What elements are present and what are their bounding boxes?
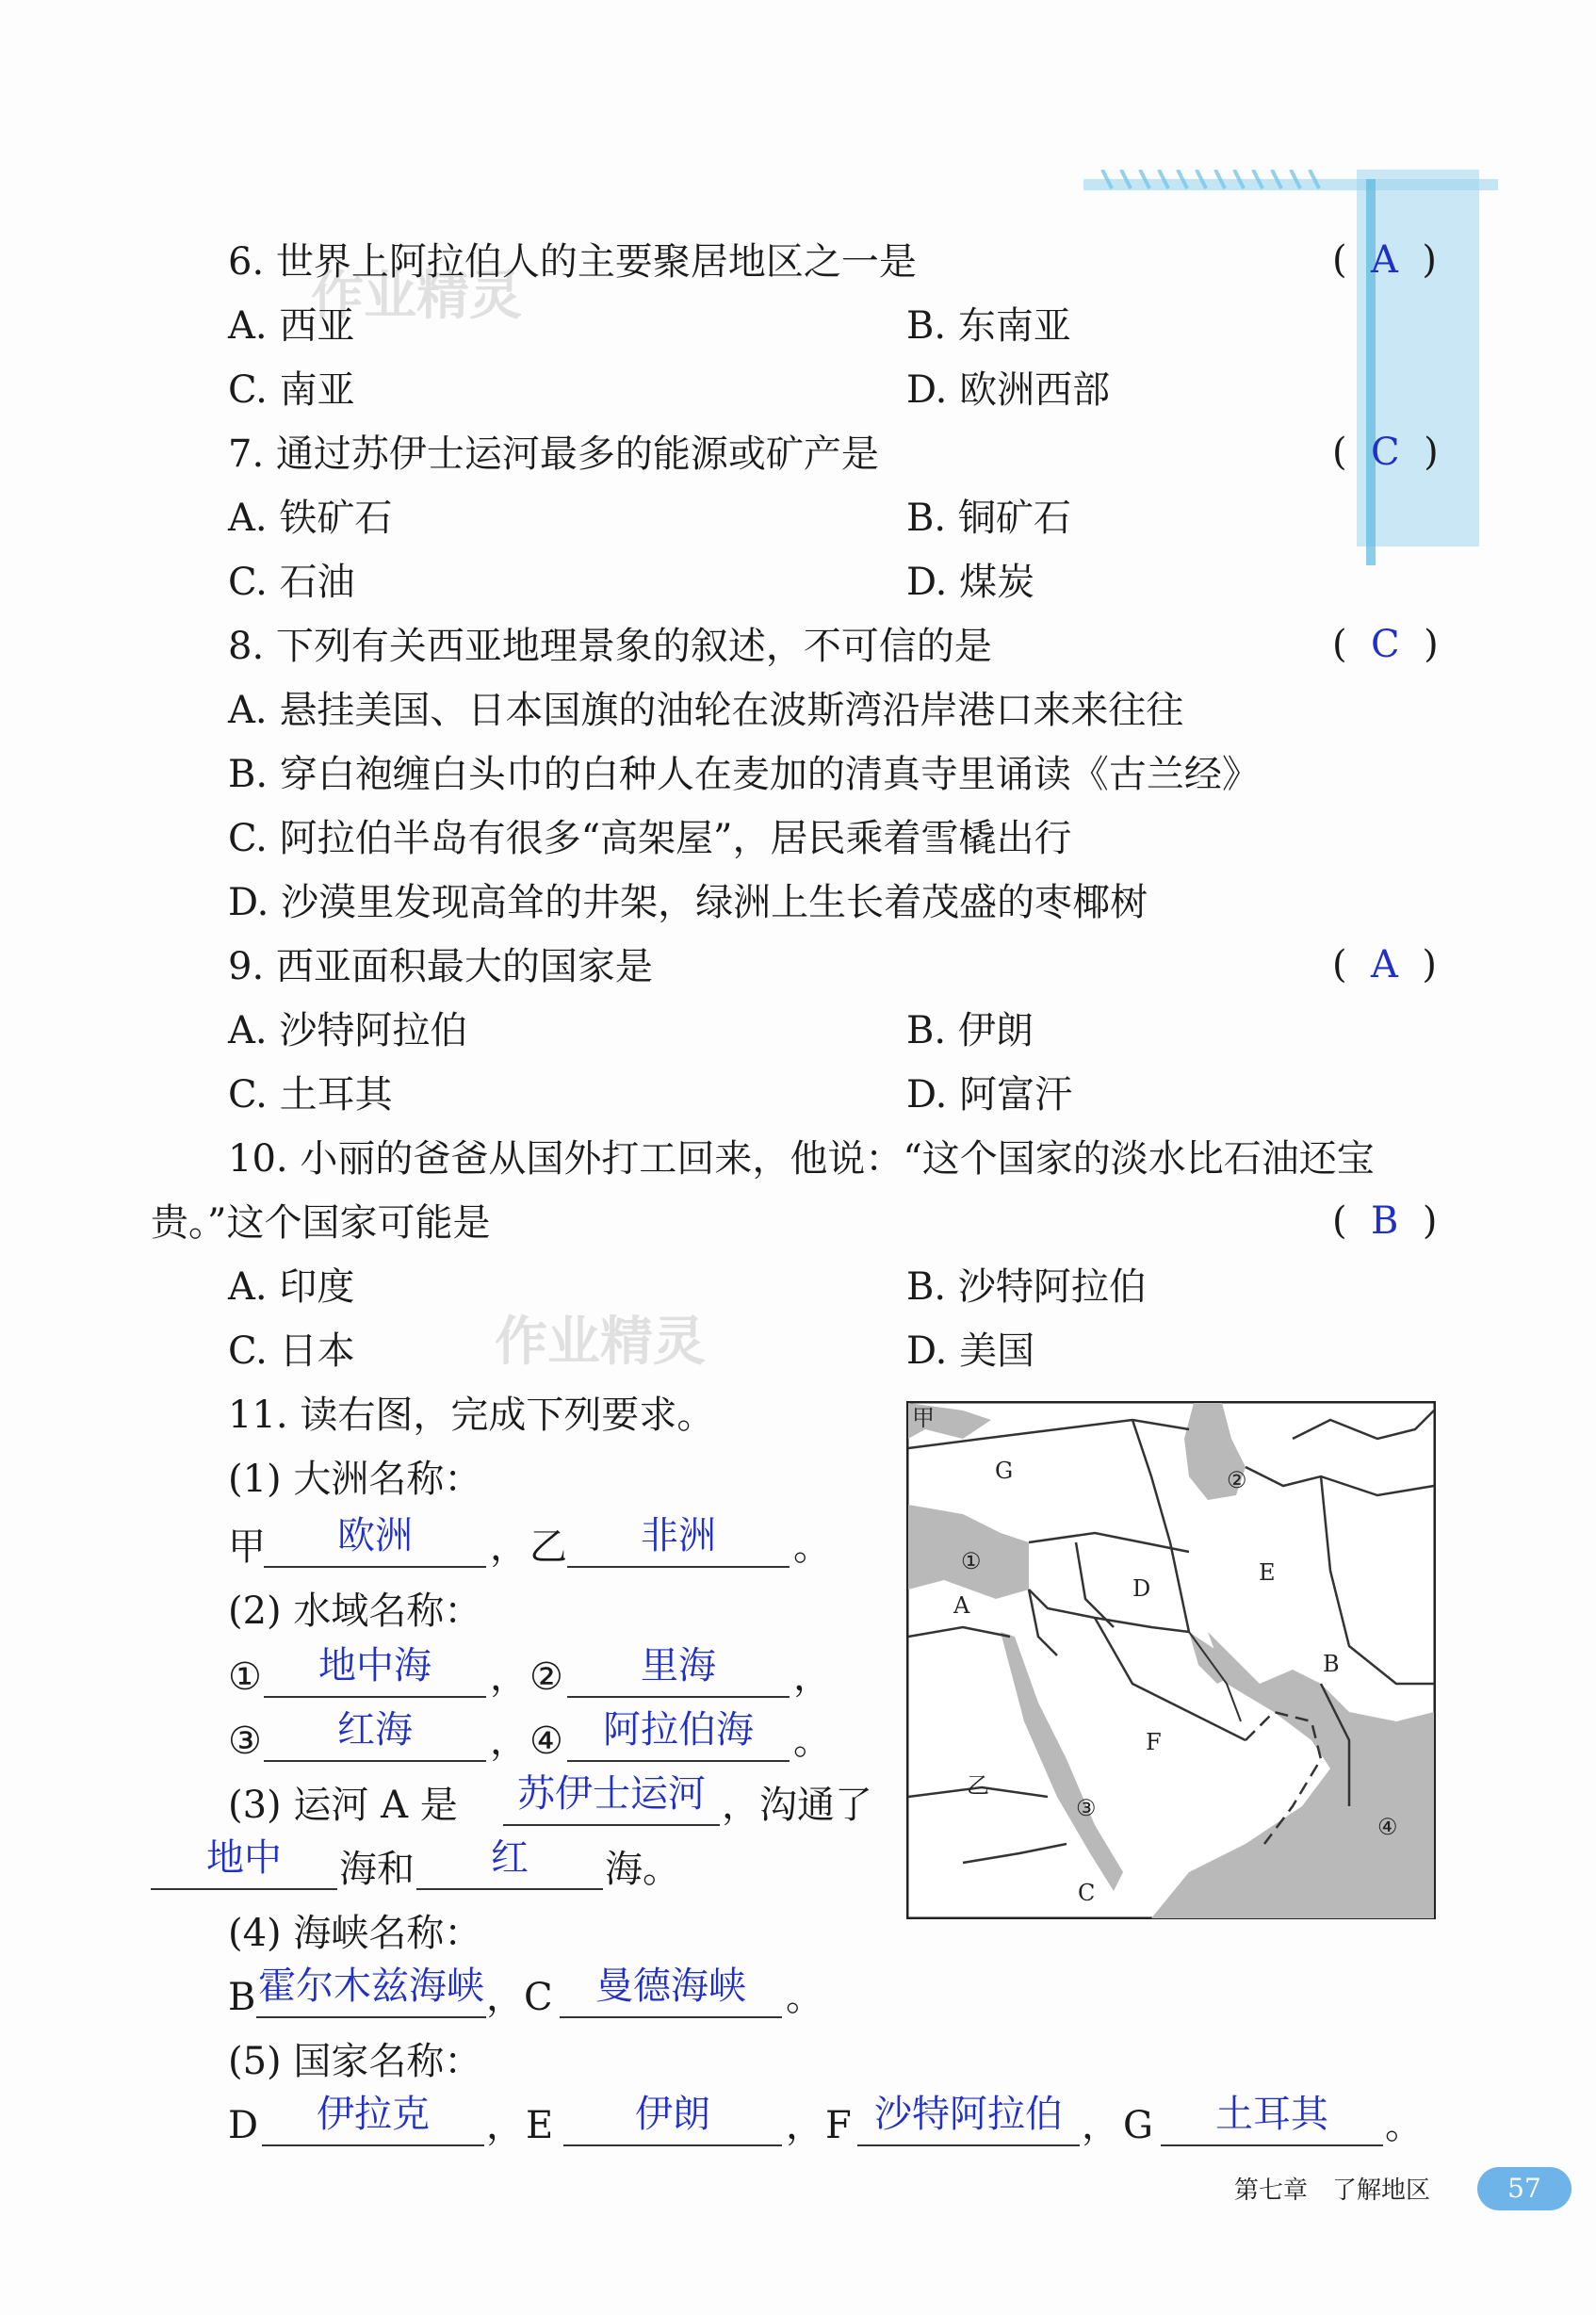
- blank-line: [264, 1566, 486, 1568]
- q11-w4: ④: [529, 1720, 563, 1763]
- blank-line: [857, 2144, 1080, 2146]
- comma: ，: [490, 1720, 528, 1763]
- q8-answer: C: [1371, 623, 1400, 666]
- q8-option-d: D. 沙漠里发现高耸的井架，绿洲上生长着茂盛的枣椰树: [228, 881, 1148, 924]
- period: 。: [786, 1976, 823, 2019]
- q8-option-b: B. 穿白袍缠白头巾的白种人在麦加的清真寺里诵读《古兰经》: [228, 753, 1260, 796]
- map-label-b: B: [1323, 1651, 1340, 1677]
- q8-answer-bracket: ( C ): [1332, 623, 1439, 666]
- corner-decoration: [1083, 170, 1507, 594]
- period: 。: [793, 1720, 831, 1763]
- blank-line: [256, 2016, 486, 2018]
- q10-option-c: C. 日本: [228, 1329, 355, 1373]
- q7-option-b: B. 铜矿石: [906, 497, 1071, 540]
- blank-line: [416, 1888, 603, 1890]
- map-label-e: E: [1259, 1559, 1276, 1586]
- q11-country-e: E: [526, 2104, 554, 2147]
- q11-part4-label: (4) 海峡名称：: [228, 1912, 482, 1955]
- q10-stem-line1: 10. 小丽的爸爸从国外打工回来，他说：“这个国家的淡水比石油还宝: [228, 1137, 1375, 1181]
- blank-line: [264, 1760, 486, 1762]
- map-label-jia: 甲: [912, 1405, 935, 1431]
- blank-line: [151, 1888, 337, 1890]
- map-label-a: A: [953, 1592, 970, 1619]
- q7-stem: 7. 通过苏伊士运河最多的能源或矿产是: [228, 432, 879, 476]
- comma: ，: [793, 1655, 831, 1699]
- q11-label-jia: 甲: [228, 1525, 266, 1569]
- q8-stem: 8. 下列有关西亚地理景象的叙述，不可信的是: [228, 625, 992, 668]
- comma: ，: [786, 2104, 823, 2147]
- blank-line: [1161, 2144, 1383, 2146]
- q9-option-b: B. 伊朗: [906, 1009, 1034, 1052]
- map-label-g: G: [995, 1458, 1014, 1484]
- q11-part1-label: (1) 大洲名称：: [228, 1458, 482, 1501]
- blank-line: [563, 2144, 782, 2146]
- q11-part3-text4: 海。: [605, 1848, 680, 1891]
- q6-answer-bracket: ( A ): [1332, 238, 1437, 282]
- map-label-c: C: [1078, 1880, 1096, 1906]
- blank-line: [567, 1760, 790, 1762]
- q11-part2-label: (2) 水域名称：: [228, 1590, 482, 1633]
- q11-w1: ①: [228, 1655, 262, 1699]
- q7-option-c: C. 石油: [228, 561, 355, 604]
- answer-red: 红: [491, 1836, 529, 1880]
- q8-option-a: A. 悬挂美国、日本国旗的油轮在波斯湾沿岸港口来来往往: [228, 689, 1184, 732]
- q10-option-b: B. 沙特阿拉伯: [906, 1265, 1147, 1309]
- q6-option-d: D. 欧洲西部: [906, 368, 1111, 412]
- blank-line: [567, 1696, 790, 1698]
- q9-option-c: C. 土耳其: [228, 1073, 393, 1117]
- comma: ，: [486, 1976, 524, 2019]
- comma: ，: [1082, 2104, 1119, 2147]
- answer-saudi-arabia: 沙特阿拉伯: [874, 2093, 1063, 2136]
- q11-part3-text3: 海和: [339, 1848, 415, 1891]
- answer-red-sea: 红海: [337, 1708, 413, 1752]
- q6-option-c: C. 南亚: [228, 368, 355, 412]
- q7-option-d: D. 煤炭: [906, 561, 1035, 604]
- q11-country-g: G: [1123, 2104, 1153, 2147]
- map-label-2: ②: [1227, 1467, 1247, 1493]
- map-label-f: F: [1146, 1729, 1162, 1755]
- period: 。: [1385, 2104, 1423, 2147]
- blank-line: [264, 1696, 486, 1698]
- q11-country-f: F: [825, 2104, 852, 2147]
- blank-line: [503, 1824, 720, 1826]
- q11-part5-label: (5) 国家名称：: [228, 2040, 482, 2083]
- page-number: 57: [1477, 2167, 1572, 2210]
- map-label-3: ③: [1076, 1795, 1097, 1821]
- answer-europe: 欧洲: [337, 1514, 413, 1557]
- q10-answer-bracket: ( B ): [1332, 1199, 1438, 1243]
- blank-line: [560, 2016, 782, 2018]
- q6-stem: 6. 世界上阿拉伯人的主要聚居地区之一是: [228, 240, 917, 284]
- q10-option-a: A. 印度: [228, 1265, 355, 1309]
- answer-arabian-sea: 阿拉伯海: [603, 1708, 754, 1752]
- answer-suez-canal: 苏伊士运河: [517, 1772, 706, 1816]
- q9-stem: 9. 西亚面积最大的国家是: [228, 945, 653, 988]
- q9-answer-bracket: ( A ): [1332, 943, 1437, 986]
- answer-mediterranean: 地中海: [318, 1644, 432, 1687]
- q10-stem-line2: 贵。”这个国家可能是: [151, 1201, 491, 1245]
- q6-answer: A: [1371, 238, 1398, 282]
- q10-answer: B: [1371, 1199, 1399, 1243]
- q11-w3: ③: [228, 1720, 262, 1763]
- q11-part3-text2: ，沟通了: [722, 1784, 872, 1827]
- q11-part3-text1: (3) 运河 A 是: [228, 1784, 458, 1827]
- watermark: 作业精灵: [311, 266, 522, 327]
- answer-iran: 伊朗: [635, 2093, 710, 2136]
- map-label-yi: 乙: [967, 1772, 989, 1799]
- q11-stem: 11. 读右图，完成下列要求。: [228, 1394, 715, 1437]
- map-label-d: D: [1132, 1575, 1151, 1602]
- q10-option-d: D. 美国: [906, 1329, 1035, 1373]
- answer-mandeb: 曼德海峡: [595, 1964, 746, 2008]
- q9-answer: A: [1371, 943, 1398, 986]
- comma: ，: [490, 1525, 528, 1569]
- blank-line: [262, 2144, 484, 2146]
- answer-hormuz: 霍尔木兹海峡: [258, 1964, 484, 2008]
- q11-strait-c: C: [524, 1976, 553, 2019]
- q8-option-c: C. 阿拉伯半岛有很多“高架屋”，居民乘着雪橇出行: [228, 817, 1072, 860]
- q7-answer: C: [1371, 431, 1400, 474]
- watermark: 作业精灵: [495, 1312, 706, 1373]
- west-asia-map: [906, 1401, 1436, 1919]
- period: 。: [793, 1525, 831, 1569]
- map-label-1: ①: [961, 1548, 982, 1574]
- q11-country-d: D: [228, 2104, 259, 2147]
- comma: ，: [490, 1655, 528, 1699]
- answer-africa: 非洲: [641, 1514, 716, 1557]
- q11-w2: ②: [529, 1655, 563, 1699]
- blank-line: [567, 1566, 790, 1568]
- answer-iraq: 伊拉克: [317, 2093, 430, 2136]
- q11-strait-b: B: [228, 1976, 256, 2019]
- q11-label-yi: 乙: [529, 1525, 567, 1569]
- map-label-4: ④: [1377, 1814, 1398, 1840]
- q9-option-a: A. 沙特阿拉伯: [228, 1009, 468, 1052]
- q6-option-b: B. 东南亚: [906, 304, 1071, 348]
- q7-answer-bracket: ( C ): [1332, 431, 1439, 474]
- answer-turkey: 土耳其: [1215, 2093, 1328, 2136]
- q9-option-d: D. 阿富汗: [906, 1073, 1073, 1117]
- answer-mediterranean-2: 地中: [206, 1836, 282, 1880]
- q6-option-a: A. 西亚: [228, 304, 355, 348]
- chapter-footer: 第七章 了解地区: [1234, 2176, 1431, 2205]
- comma: ，: [486, 2104, 524, 2147]
- q7-option-a: A. 铁矿石: [228, 497, 393, 540]
- answer-caspian: 里海: [641, 1644, 716, 1687]
